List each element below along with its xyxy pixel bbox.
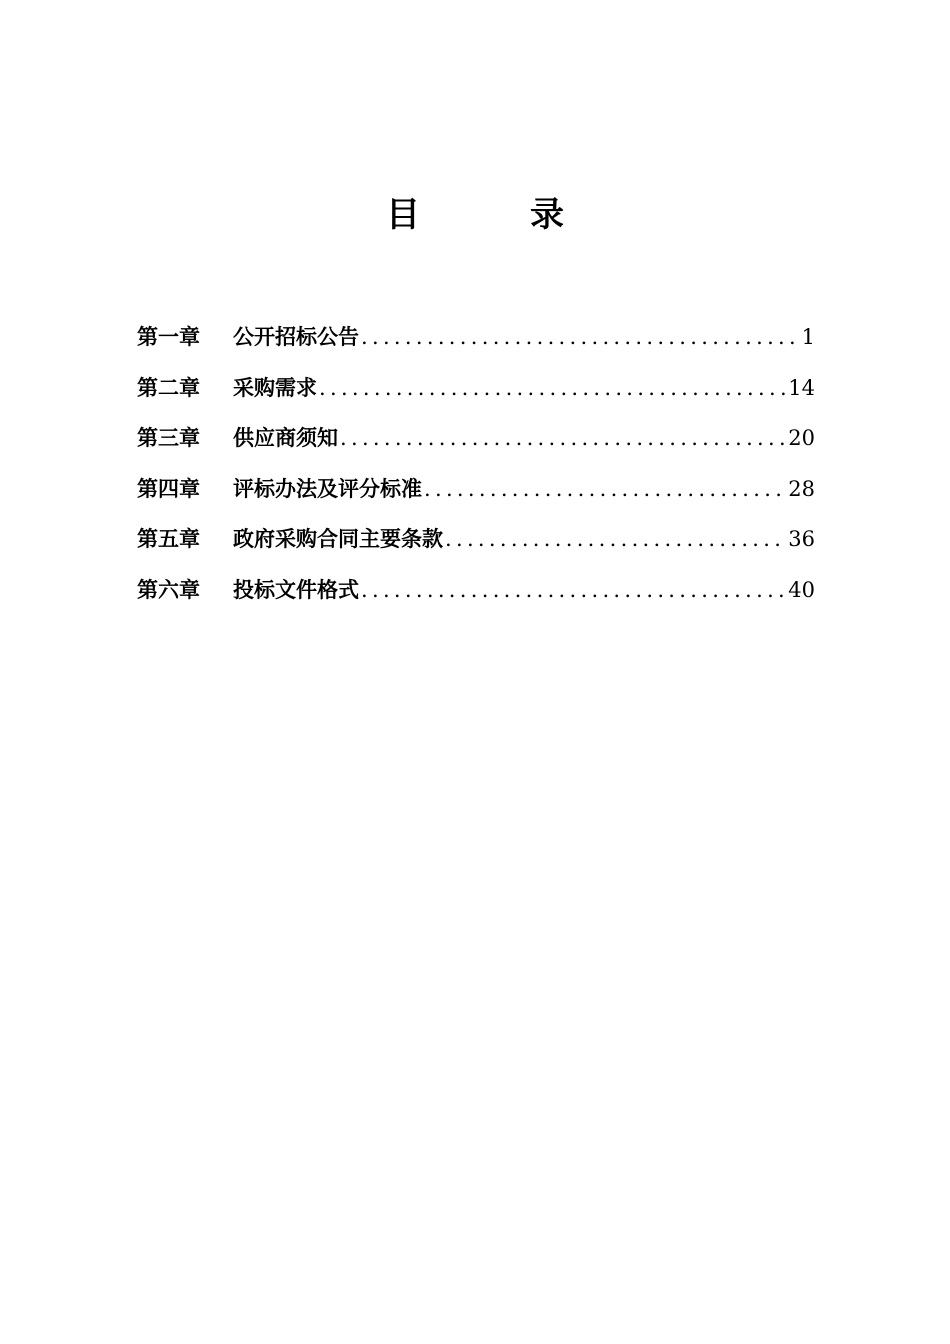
toc-dot-leader <box>424 470 786 508</box>
toc-page-number: 36 <box>788 527 815 552</box>
toc-entry-title: 政府采购合同主要条款 <box>233 526 443 552</box>
toc-dot-leader <box>340 419 786 457</box>
toc-heading-char-1: 目 <box>386 195 420 235</box>
toc-chapter-label: 第四章 <box>137 475 200 501</box>
toc-chapter-label: 第三章 <box>137 425 200 451</box>
toc-heading <box>0 190 950 240</box>
toc-dot-leader <box>445 520 786 558</box>
toc-page-number: 40 <box>788 577 815 602</box>
toc-entry[interactable] <box>137 369 815 420</box>
toc-entry[interactable] <box>137 571 815 622</box>
toc-dot-leader <box>319 369 786 407</box>
toc-page-number: 20 <box>788 426 815 451</box>
toc-chapter-label: 第六章 <box>137 576 200 602</box>
toc-chapter-label: 第五章 <box>137 526 200 552</box>
toc-page-number: 28 <box>788 476 815 501</box>
toc-entry-title: 采购需求 <box>233 374 317 400</box>
table-of-contents <box>137 318 815 622</box>
toc-entry-title: 公开招标公告 <box>233 324 359 349</box>
toc-entry[interactable] <box>137 470 815 521</box>
toc-entry[interactable] <box>137 520 815 571</box>
toc-chapter-label: 第一章 <box>137 324 200 349</box>
toc-entry-title: 投标文件格式 <box>233 576 359 602</box>
toc-heading-char-2: 录 <box>530 195 564 235</box>
toc-page-number: 1 <box>801 325 815 349</box>
toc-entry[interactable] <box>137 419 815 470</box>
toc-entry[interactable] <box>137 318 815 369</box>
toc-entry-title: 供应商须知 <box>233 425 338 451</box>
toc-entry-title: 评标办法及评分标准 <box>233 475 422 501</box>
toc-dot-leader <box>361 318 800 356</box>
toc-page-number: 14 <box>788 375 815 400</box>
toc-dot-leader <box>361 571 786 609</box>
toc-chapter-label: 第二章 <box>137 374 200 400</box>
